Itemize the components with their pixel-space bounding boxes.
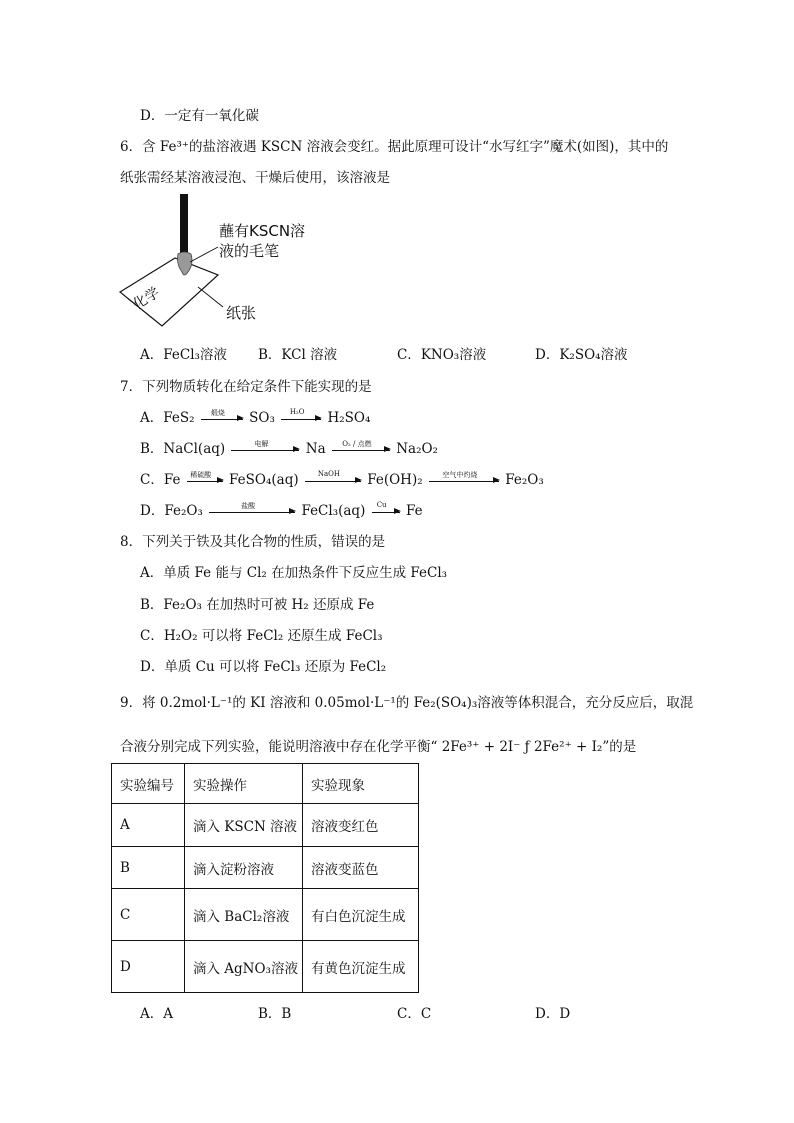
q6-stem-line1: 6．含 Fe³⁺的盐溶液遇 KSCN 溶液会变红。据此原理可设计“水写红字”魔术(如图)，其中的: [120, 139, 669, 155]
table-cell: 滴入 AgNO₃溶液: [185, 941, 303, 993]
q5-option-d: D．一定有一氧化碳: [140, 108, 259, 124]
table-cell: B: [112, 847, 185, 889]
q7a-arrow1: [201, 409, 243, 420]
q7d-start: D．Fe₂O₃: [140, 503, 203, 519]
q7a-end: H₂SO₄: [327, 410, 371, 426]
q7c-start: C．Fe: [140, 472, 181, 488]
paper-leader-line: [198, 287, 223, 307]
q7c-cond1: 稀硫酸: [190, 471, 212, 479]
table-header-row: [112, 764, 419, 804]
q6-figure: [118, 192, 318, 332]
brush-paper-illustration: [118, 192, 318, 332]
q6-option-c: C．KNO₃溶液: [397, 347, 487, 363]
brush-label-line1: 蘸有KSCN溶: [219, 222, 306, 240]
table-cell: 有白色沉淀生成: [303, 889, 419, 941]
q7-option-d: [140, 499, 423, 519]
q7b-start: B．NaCl(aq): [140, 441, 226, 457]
q8-option-b: B．Fe₂O₃ 在加热时可被 H₂ 还原成 Fe: [140, 597, 375, 613]
q7c-cond3: 空气中灼烧: [442, 471, 478, 479]
q8-option-d: D．单质 Cu 可以将 FeCl₃ 还原为 FeCl₂: [140, 659, 387, 675]
paper-label: 纸张: [226, 304, 257, 322]
q7b-cond1: 电解: [254, 440, 269, 448]
q8-option-c: C．H₂O₂ 可以将 FeCl₂ 还原生成 FeCl₃: [140, 628, 383, 644]
table-header-cell: 实验编号: [112, 764, 185, 804]
table-cell: C: [112, 889, 185, 941]
q9-option-c: C．C: [397, 1006, 432, 1022]
q7a-cond1: 煅烧: [210, 409, 225, 417]
table-header-cell: 实验操作: [185, 764, 303, 804]
q7c-arrow3: [429, 471, 499, 482]
table-row: [112, 889, 419, 941]
q6-option-d: D．K₂SO₄溶液: [535, 347, 628, 363]
q7b-cond2: O₂ / 点燃: [342, 440, 372, 448]
q7-option-b: [140, 437, 438, 457]
q8-stem: 8．下列关于铁及其化合物的性质，错误的是: [120, 534, 386, 550]
q9-option-a: A．A: [140, 1006, 173, 1022]
brush-leader-line: [190, 247, 218, 262]
table-cell: 有黄色沉淀生成: [303, 941, 419, 993]
q7-stem: 7．下列物质转化在给定条件下能实现的是: [120, 379, 372, 395]
table-cell: 溶液变蓝色: [303, 847, 419, 889]
q7c-mid2: Fe(OH)₂: [367, 472, 423, 488]
q6-option-b: B．KCl 溶液: [258, 347, 338, 363]
q7-option-c: [140, 468, 544, 488]
q7c-cond2: NaOH: [317, 470, 340, 478]
brush-handle: [180, 194, 188, 256]
table-header-cell: 实验现象: [303, 764, 419, 804]
q7c-end: Fe₂O₃: [505, 472, 544, 488]
table-cell: 滴入 BaCl₂溶液: [185, 889, 303, 941]
table-row: [112, 941, 419, 993]
table-row: [112, 804, 419, 847]
table-cell: 溶液变红色: [303, 804, 419, 847]
q7c-arrow2: [305, 470, 361, 482]
table-row: [112, 847, 419, 889]
q6-option-a: A．FeCl₃溶液: [140, 347, 227, 363]
q7c-mid: FeSO₄(aq): [229, 472, 299, 488]
table-cell: A: [112, 804, 185, 847]
q8-option-a: A．单质 Fe 能与 Cl₂ 在加热条件下反应生成 FeCl₃: [140, 565, 448, 581]
brush-label-line2: 液的毛笔: [219, 242, 280, 260]
q7b-arrow1: [231, 440, 299, 451]
q7a-start: A．FeS₂: [140, 410, 195, 426]
q7-option-a: [140, 406, 370, 426]
q9-stem-line1: 9．将 0.2mol·L⁻¹的 KI 溶液和 0.05mol·L⁻¹的 Fe₂(SO₄)₃溶液等体积混合，充分反应后，取混: [120, 695, 694, 711]
table-cell: 滴入 KSCN 溶液: [185, 804, 303, 847]
q7d-mid: FeCl₃(aq): [301, 503, 366, 519]
q7d-end: Fe: [405, 503, 423, 519]
q7a-cond2: H₂O: [289, 408, 305, 416]
q6-stem-line2: 纸张需经某溶液浸泡、干燥后使用，该溶液是: [120, 170, 390, 186]
q7b-mid: Na: [305, 441, 326, 457]
table-cell: 滴入淀粉溶液: [185, 847, 303, 889]
q7a-mid: SO₃: [249, 410, 275, 426]
q7d-cond2: Cu: [376, 501, 387, 509]
q7c-arrow1: [187, 471, 223, 482]
experiment-table: [111, 763, 419, 993]
q7d-arrow1: [209, 502, 295, 513]
paper-text: 化学: [130, 284, 163, 314]
table-cell: D: [112, 941, 185, 993]
q7d-arrow2: [372, 501, 400, 513]
q7a-arrow2: [281, 408, 321, 420]
q9-option-d: D．D: [535, 1006, 571, 1022]
q7b-arrow2: [332, 440, 390, 451]
q9-option-b: B．B: [258, 1006, 292, 1022]
q7b-end: Na₂O₂: [396, 441, 438, 457]
q7d-cond1: 盐酸: [241, 502, 256, 510]
q9-stem-line2: 合液分别完成下列实验，能说明溶液中存在化学平衡“ 2Fe³⁺ + 2I⁻ ƒ 2Fe²⁺ + I₂”的是: [120, 739, 637, 755]
